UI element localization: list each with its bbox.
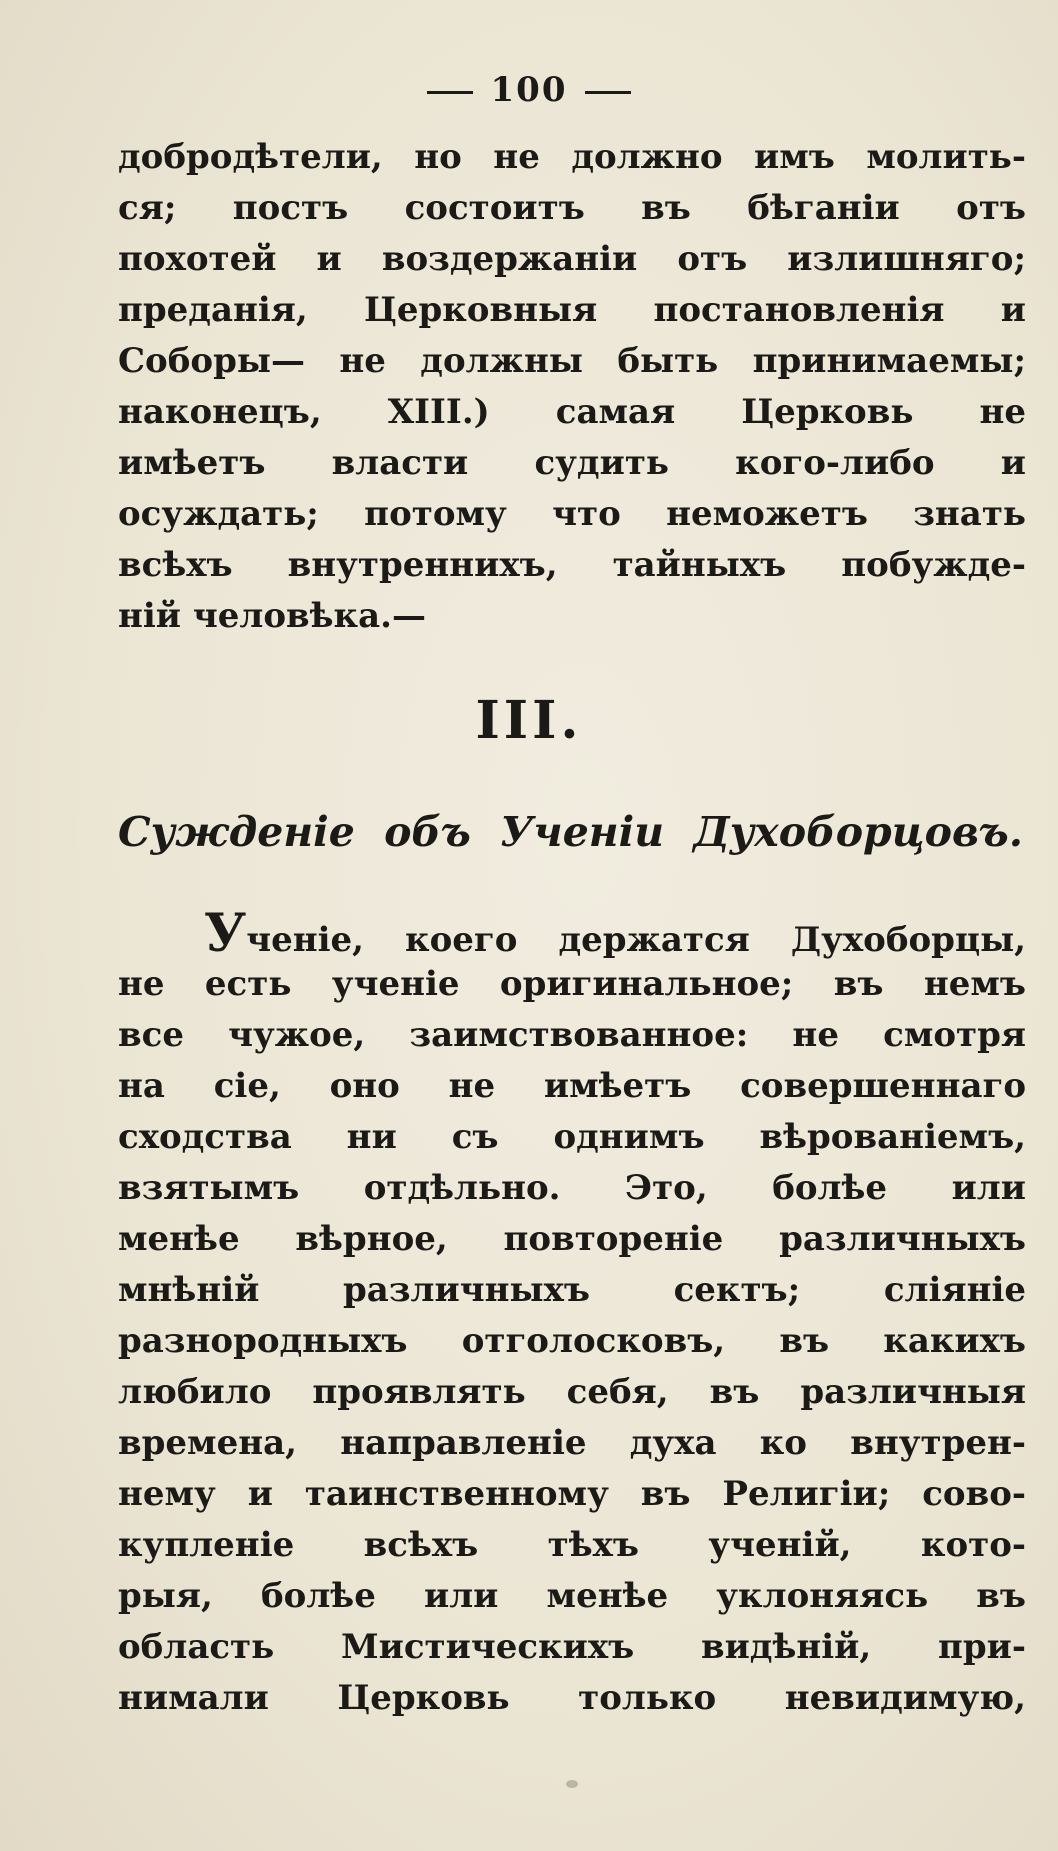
- paragraph-2: [118, 903, 1026, 1724]
- text-line: на сіе, оно не имѣетъ совершеннаго: [118, 1066, 1026, 1106]
- text-line: область Мистическихъ видѣній, при-: [118, 1627, 1026, 1667]
- text-line: нему и таинственному въ Религіи; сово-: [118, 1474, 1026, 1514]
- text-line: времена, направленіе духа ко внутрен-: [118, 1423, 1026, 1463]
- text-line: купленіе всѣхъ тѣхъ ученій, кото-: [118, 1525, 1026, 1565]
- text-line: добродѣтели, но не должно имъ молить-: [118, 137, 1026, 177]
- section-number: III.: [475, 690, 583, 751]
- text-line: ній человѣка.—: [118, 596, 426, 636]
- text-line: осуждать; потому что неможетъ знать: [118, 494, 1026, 534]
- header-dash-right: [585, 91, 631, 94]
- text-line: нимали Церковь только невидимую,: [118, 1678, 1026, 1718]
- ink-speck: [566, 1780, 578, 1788]
- text-line: разнородныхъ отголосковъ, въ какихъ: [118, 1321, 1026, 1361]
- page-number: 100: [490, 70, 568, 110]
- text-line: наконецъ, XIII.) самая Церковь не: [118, 392, 1026, 432]
- text-line: ся; постъ состоитъ въ бѣганіи отъ: [118, 188, 1026, 228]
- text-line: взятымъ отдѣльно. Это, болѣе или: [118, 1168, 1026, 1208]
- text-line: менѣе вѣрное, повтореніе различныхъ: [118, 1219, 1026, 1259]
- text-line: Соборы— не должны быть принимаемы;: [118, 341, 1026, 381]
- drop-cap: У: [204, 903, 247, 964]
- header-dash-left: [427, 91, 473, 94]
- text-line: всѣхъ внутреннихъ, тайныхъ побужде-: [118, 545, 1026, 585]
- section-title: Сужденіе объ Ученіи Духоборцовъ.: [118, 808, 1023, 856]
- text-line: преданія, Церковныя постановленія и: [118, 290, 1026, 330]
- text-line: не есть ученіе оригинальное; въ немъ: [118, 964, 1026, 1004]
- page-number-header: [0, 70, 1058, 110]
- text-line: мнѣній различныхъ сектъ; сліяніе: [118, 1270, 1026, 1310]
- text-line: похотей и воздержаніи отъ излишняго;: [118, 239, 1026, 279]
- text-line-first: [118, 903, 1026, 964]
- text-line: рыя, болѣе или менѣе уклоняясь въ: [118, 1576, 1026, 1616]
- text-line: любило проявлять себя, въ различныя: [118, 1372, 1026, 1412]
- text-line: все чужое, заимствованное: не смотря: [118, 1015, 1026, 1055]
- paragraph-1: [118, 132, 1026, 642]
- text-line: имѣетъ власти судить кого-либо и: [118, 443, 1026, 483]
- text-line: сходства ни съ однимъ вѣрованіемъ,: [118, 1117, 1026, 1157]
- first-line-text: ченіе, коего держатся Духоборцы,: [246, 920, 1026, 960]
